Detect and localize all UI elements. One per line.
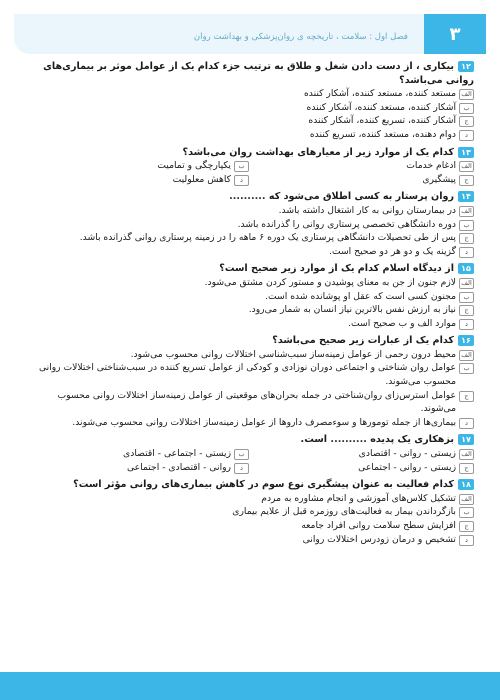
question-stem <box>34 478 474 492</box>
option-text: زیستی - روانی - اقتصادی <box>358 448 456 460</box>
question-stem <box>34 146 474 160</box>
question-text: کدام یک از موارد زیر از معیارهای بهداشت روان می‌باشد؟ <box>182 146 454 158</box>
answer-option <box>34 361 474 388</box>
answer-option <box>34 204 474 218</box>
option-text: آشکار کننده، تسریع کننده، آشکار کننده <box>308 115 456 127</box>
answer-option <box>34 317 474 331</box>
option-text: افزایش سطح سلامت روانی افراد جامعه <box>301 520 456 531</box>
option-text: تشخیص و درمان زودرس اختلالات روانی <box>302 533 456 545</box>
answer-option <box>34 173 249 187</box>
option-letter-badge: د <box>459 418 474 429</box>
option-letter-badge: ب <box>459 507 474 518</box>
question <box>34 60 474 142</box>
question <box>34 433 474 474</box>
question-number: ۱۶ <box>458 335 474 346</box>
question-text: بیکاری ، از دست دادن شغل و طلاق به ترتیب جزء کدام یک از عوامل موثر بر بیماری‌های روانی می‌باشد؟ <box>43 61 474 86</box>
option-text: بازگرداندن بیمار به فعالیت‌های روزمره قبل از علایم بیماری <box>232 506 456 518</box>
answer-option <box>34 348 474 362</box>
option-letter-badge: ب <box>234 161 249 172</box>
option-letter-badge: د <box>234 463 249 474</box>
option-text: یکپارچگی و تمامیت <box>157 160 231 172</box>
option-letter-badge: ج <box>459 116 474 127</box>
answer-option <box>259 173 474 187</box>
option-text: زیستی - اجتماعی - اقتصادی <box>123 448 231 460</box>
question-stem <box>34 60 474 87</box>
option-text: ادغام خدمات <box>406 160 456 172</box>
option-letter-badge: ج <box>459 305 474 316</box>
question <box>34 262 474 330</box>
option-text: کاهش معلولیت <box>172 173 231 185</box>
option-text: زیستی - روانی - اجتماعی <box>358 461 456 473</box>
option-text: نیاز به ارزش نفس بالاترین نیاز انسان به شمار می‌رود. <box>248 304 456 316</box>
question-number: ۱۸ <box>458 479 474 490</box>
answer-option <box>34 231 474 245</box>
option-text: پس از طی تحصیلات دانشگاهی پرستاری یک دوره ۶ ماهه را در زمینه پرستاری روانی گذرانده باشد. <box>79 232 456 244</box>
option-letter-badge: ج <box>459 521 474 532</box>
option-letter-badge: ب <box>459 363 474 374</box>
option-letter-badge: الف <box>459 449 474 460</box>
option-letter-badge: د <box>234 175 249 186</box>
answer-option <box>34 218 474 232</box>
question-text: از دیدگاه اسلام کدام یک از موارد زیر صحیح است؟ <box>219 263 454 275</box>
answer-option <box>34 492 474 506</box>
question-text: کدام یک از عبارات زیر صحیح می‌باشد؟ <box>272 335 454 347</box>
option-letter-badge: د <box>459 130 474 141</box>
option-text: آشکار کننده، مستعد کننده، آشکار کننده <box>306 101 456 113</box>
answer-option <box>34 447 249 461</box>
question-stem <box>34 433 474 447</box>
left-margin <box>0 54 14 674</box>
option-text: دوره دانشگاهی تخصصی پرستاری روانی را گذرانده باشد. <box>237 218 456 230</box>
answer-option <box>34 128 474 142</box>
option-letter-badge: د <box>459 535 474 546</box>
answer-option <box>34 303 474 317</box>
blank-dots: .......... <box>229 191 266 203</box>
question <box>34 334 474 429</box>
question-text: کدام فعالیت به عنوان پیشگیری نوع سوم در کاهش بیماری‌های روانی مؤثر است؟ <box>73 479 454 491</box>
option-text: مجنون کسی است که عقل او پوشانده شده است. <box>265 290 456 302</box>
option-text: دوام دهنده، مستعد کننده، تسریع کننده <box>309 128 456 140</box>
option-text: روانی - اقتصادی - اجتماعی <box>127 461 231 473</box>
option-letter-badge: الف <box>459 350 474 361</box>
option-letter-badge: الف <box>459 89 474 100</box>
option-letter-badge: ب <box>234 449 249 460</box>
question-text: روان پرستار به کسی اطلاق می‌شود که <box>268 191 454 203</box>
answer-option <box>34 114 474 128</box>
question-text-end: است. <box>300 434 328 446</box>
options <box>34 348 474 430</box>
answer-option <box>34 519 474 533</box>
answer-option <box>34 416 474 430</box>
option-letter-badge: ب <box>459 292 474 303</box>
option-text: پیشگیری <box>422 173 456 185</box>
option-letter-badge: ب <box>459 220 474 231</box>
answer-option <box>34 389 474 416</box>
answer-option <box>34 245 474 259</box>
page-header <box>0 0 500 66</box>
answer-option <box>34 533 474 547</box>
question-stem <box>34 190 474 204</box>
right-margin <box>486 54 500 674</box>
question-number: ۱۷ <box>458 434 474 445</box>
answer-option <box>259 159 474 173</box>
question-text: بزهکاری یک پدیده <box>370 434 454 446</box>
answer-option <box>34 101 474 115</box>
question-number: ۱۳ <box>458 147 474 158</box>
option-letter-badge: الف <box>459 494 474 505</box>
question <box>34 190 474 258</box>
question-stem <box>34 262 474 276</box>
option-letter-badge: ج <box>459 175 474 186</box>
option-letter-badge: ج <box>459 463 474 474</box>
option-text: مستعد کننده، مستعد کننده، آشکار کننده <box>303 88 456 100</box>
question-number: ۱۵ <box>458 263 474 274</box>
option-letter-badge: الف <box>459 206 474 217</box>
page-footer-bar <box>0 672 500 700</box>
option-letter-badge: ب <box>459 103 474 114</box>
option-text: عوامل روان شناختی و اجتماعی دوران نوزادی و کودکی از عوامل تسریع کننده در سبب‌شناختی اختلالات روانی محسوب می‌شوند. <box>38 362 456 388</box>
question-stem <box>34 334 474 348</box>
option-letter-badge: د <box>459 319 474 330</box>
blank-dots: .......... <box>330 434 367 446</box>
option-letter-badge: ج <box>459 391 474 402</box>
running-title: فصل اول : سلامت ، تاریخچه ی روان‌پزشکی و بهداشت روان <box>193 32 408 42</box>
option-text: بیماری‌ها از جمله تومورها و سوء‌مصرف داروها از عوامل زمینه‌ساز اختلالات روانی محسوب می‌شوند. <box>72 416 456 428</box>
question-list <box>34 60 474 550</box>
answer-option <box>259 447 474 461</box>
options <box>34 276 474 330</box>
options <box>34 159 474 186</box>
page-number: ۳ <box>424 14 486 54</box>
option-letter-badge: الف <box>459 278 474 289</box>
question-number: ۱۲ <box>458 61 474 72</box>
question <box>34 478 474 546</box>
answer-option <box>259 461 474 475</box>
options <box>34 492 474 546</box>
option-text: در بیمارستان روانی به کار اشتغال داشته باشد. <box>278 204 456 216</box>
answer-option <box>34 159 249 173</box>
question-number: ۱۴ <box>458 191 474 202</box>
option-text: تشکیل کلاس‌های آموزشی و انجام مشاوره به مردم <box>261 492 456 504</box>
options <box>34 447 474 474</box>
option-text: لازم جنون از جن به معنای پوشیدن و مستور کردن مشتق می‌شود. <box>204 276 456 288</box>
option-text: محیط درون رحمی از عوامل زمینه‌ساز سبب‌شناسی اختلالات روانی محسوب می‌شود. <box>130 348 456 360</box>
options <box>34 204 474 258</box>
option-text: عوامل استرس‌زای روان‌شناختی در جمله بحران‌های موقعیتی از عوامل زمینه‌ساز اختلالات روانی محسوب می‌شوند. <box>57 389 456 415</box>
options <box>34 87 474 141</box>
answer-option <box>34 290 474 304</box>
answer-option <box>34 276 474 290</box>
answer-option <box>34 461 249 475</box>
answer-option <box>34 87 474 101</box>
answer-option <box>34 505 474 519</box>
question <box>34 146 474 187</box>
option-text: موارد الف و ب صحیح است. <box>348 317 456 329</box>
option-letter-badge: الف <box>459 161 474 172</box>
option-text: گزینه یک و دو هر دو صحیح است. <box>329 245 456 257</box>
option-letter-badge: ج <box>459 233 474 244</box>
option-letter-badge: د <box>459 247 474 258</box>
